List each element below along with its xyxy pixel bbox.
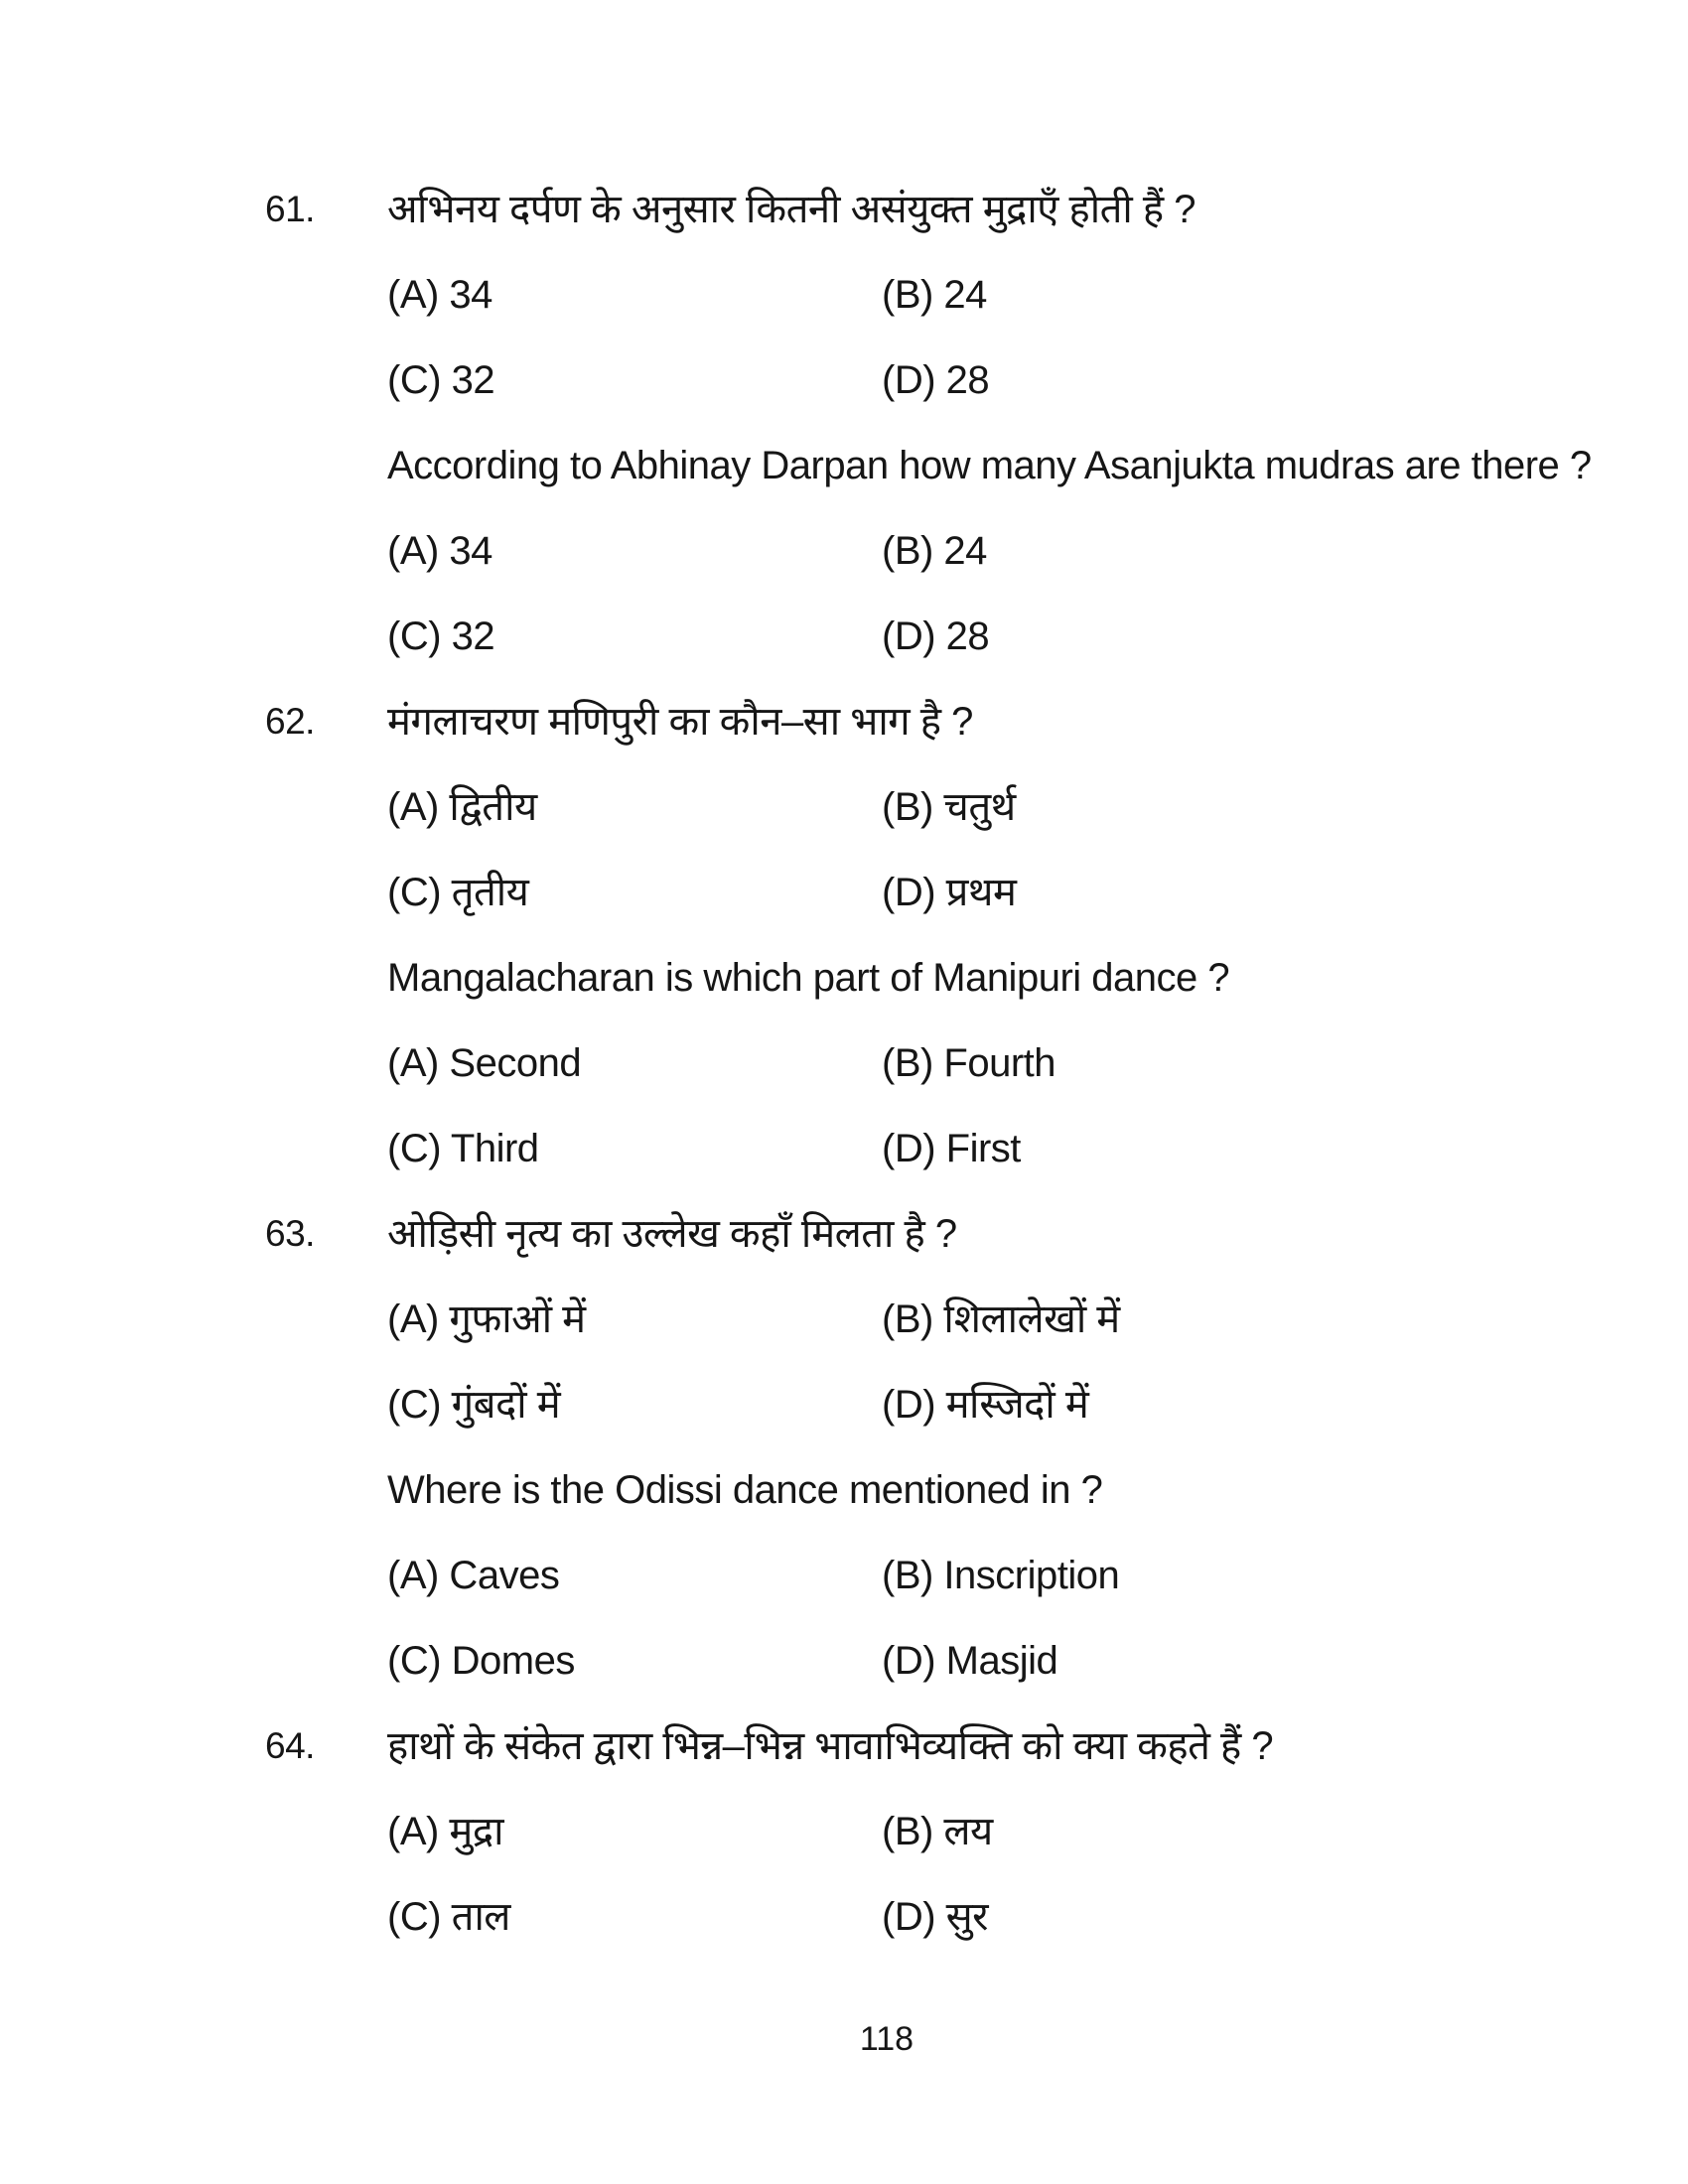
option-c: (C) गुंबदों में — [387, 1383, 561, 1427]
option-d: (D) First — [882, 1127, 1021, 1170]
options-row — [0, 1892, 1688, 1942]
options-row — [0, 1124, 1688, 1173]
question-row — [0, 185, 1688, 234]
question-number: 61. — [265, 189, 315, 229]
option-a: (A) Caves — [387, 1554, 560, 1597]
question-row-english — [0, 441, 1688, 490]
option-a: (A) 34 — [387, 273, 492, 317]
options-row — [0, 868, 1688, 917]
options-row — [0, 355, 1688, 405]
option-a: (A) 34 — [387, 529, 492, 573]
option-b: (B) लय — [882, 1810, 993, 1853]
question-number: 64. — [265, 1725, 315, 1766]
question-text-english: According to Abhinay Darpan how many Asanjukta mudras are there ? — [387, 444, 1592, 487]
question-row-english — [0, 1465, 1688, 1515]
option-d: (D) Masjid — [882, 1639, 1058, 1683]
question-text-hindi: ओड़िसी नृत्य का उल्लेख कहाँ मिलता है ? — [387, 1212, 957, 1256]
options-row — [0, 1295, 1688, 1344]
option-c: (C) Domes — [387, 1639, 575, 1683]
question-number: 63. — [265, 1213, 315, 1254]
page-number: 118 — [859, 2020, 914, 2058]
option-a: (A) मुद्रा — [387, 1810, 503, 1853]
option-d: (D) 28 — [882, 614, 990, 658]
option-b: (B) Fourth — [882, 1041, 1056, 1085]
options-row — [0, 1636, 1688, 1686]
options-row — [0, 1380, 1688, 1430]
option-a: (A) गुफाओं में — [387, 1297, 586, 1341]
question-text-hindi: हाथों के संकेत द्वारा भिन्न–भिन्न भावाभिव्यक्ति को क्या कहते हैं ? — [387, 1724, 1274, 1768]
options-row — [0, 1807, 1688, 1856]
option-c: (C) 32 — [387, 358, 495, 402]
options-row — [0, 270, 1688, 320]
question-row — [0, 697, 1688, 747]
options-row — [0, 526, 1688, 576]
question-row-english — [0, 953, 1688, 1003]
option-b: (B) 24 — [882, 273, 987, 317]
option-b: (B) Inscription — [882, 1554, 1120, 1597]
option-c: (C) तृतीय — [387, 871, 529, 914]
options-row — [0, 782, 1688, 832]
option-c: (C) 32 — [387, 614, 495, 658]
question-number: 62. — [265, 701, 315, 742]
option-b: (B) चतुर्थ — [882, 785, 1016, 829]
options-row — [0, 1038, 1688, 1088]
option-a: (A) Second — [387, 1041, 582, 1085]
options-row — [0, 612, 1688, 661]
option-b: (B) 24 — [882, 529, 987, 573]
options-row — [0, 1551, 1688, 1600]
question-row — [0, 1721, 1688, 1771]
question-text-english: Where is the Odissi dance mentioned in ? — [387, 1468, 1103, 1512]
option-c: (C) Third — [387, 1127, 539, 1170]
option-d: (D) सुर — [882, 1895, 989, 1939]
option-d: (D) मस्जिदों में — [882, 1383, 1089, 1427]
question-text-hindi: अभिनय दर्पण के अनुसार कितनी असंयुक्त मुद्राएँ होती हैं ? — [387, 188, 1196, 231]
option-d: (D) 28 — [882, 358, 990, 402]
option-b: (B) शिलालेखों में — [882, 1297, 1120, 1341]
question-text-hindi: मंगलाचरण मणिपुरी का कौन–सा भाग है ? — [387, 700, 973, 744]
question-text-english: Mangalacharan is which part of Manipuri dance ? — [387, 956, 1230, 1000]
option-a: (A) द्वितीय — [387, 785, 537, 829]
option-d: (D) प्रथम — [882, 871, 1017, 914]
option-c: (C) ताल — [387, 1895, 510, 1939]
questions-container — [0, 185, 1688, 1978]
question-row — [0, 1209, 1688, 1259]
